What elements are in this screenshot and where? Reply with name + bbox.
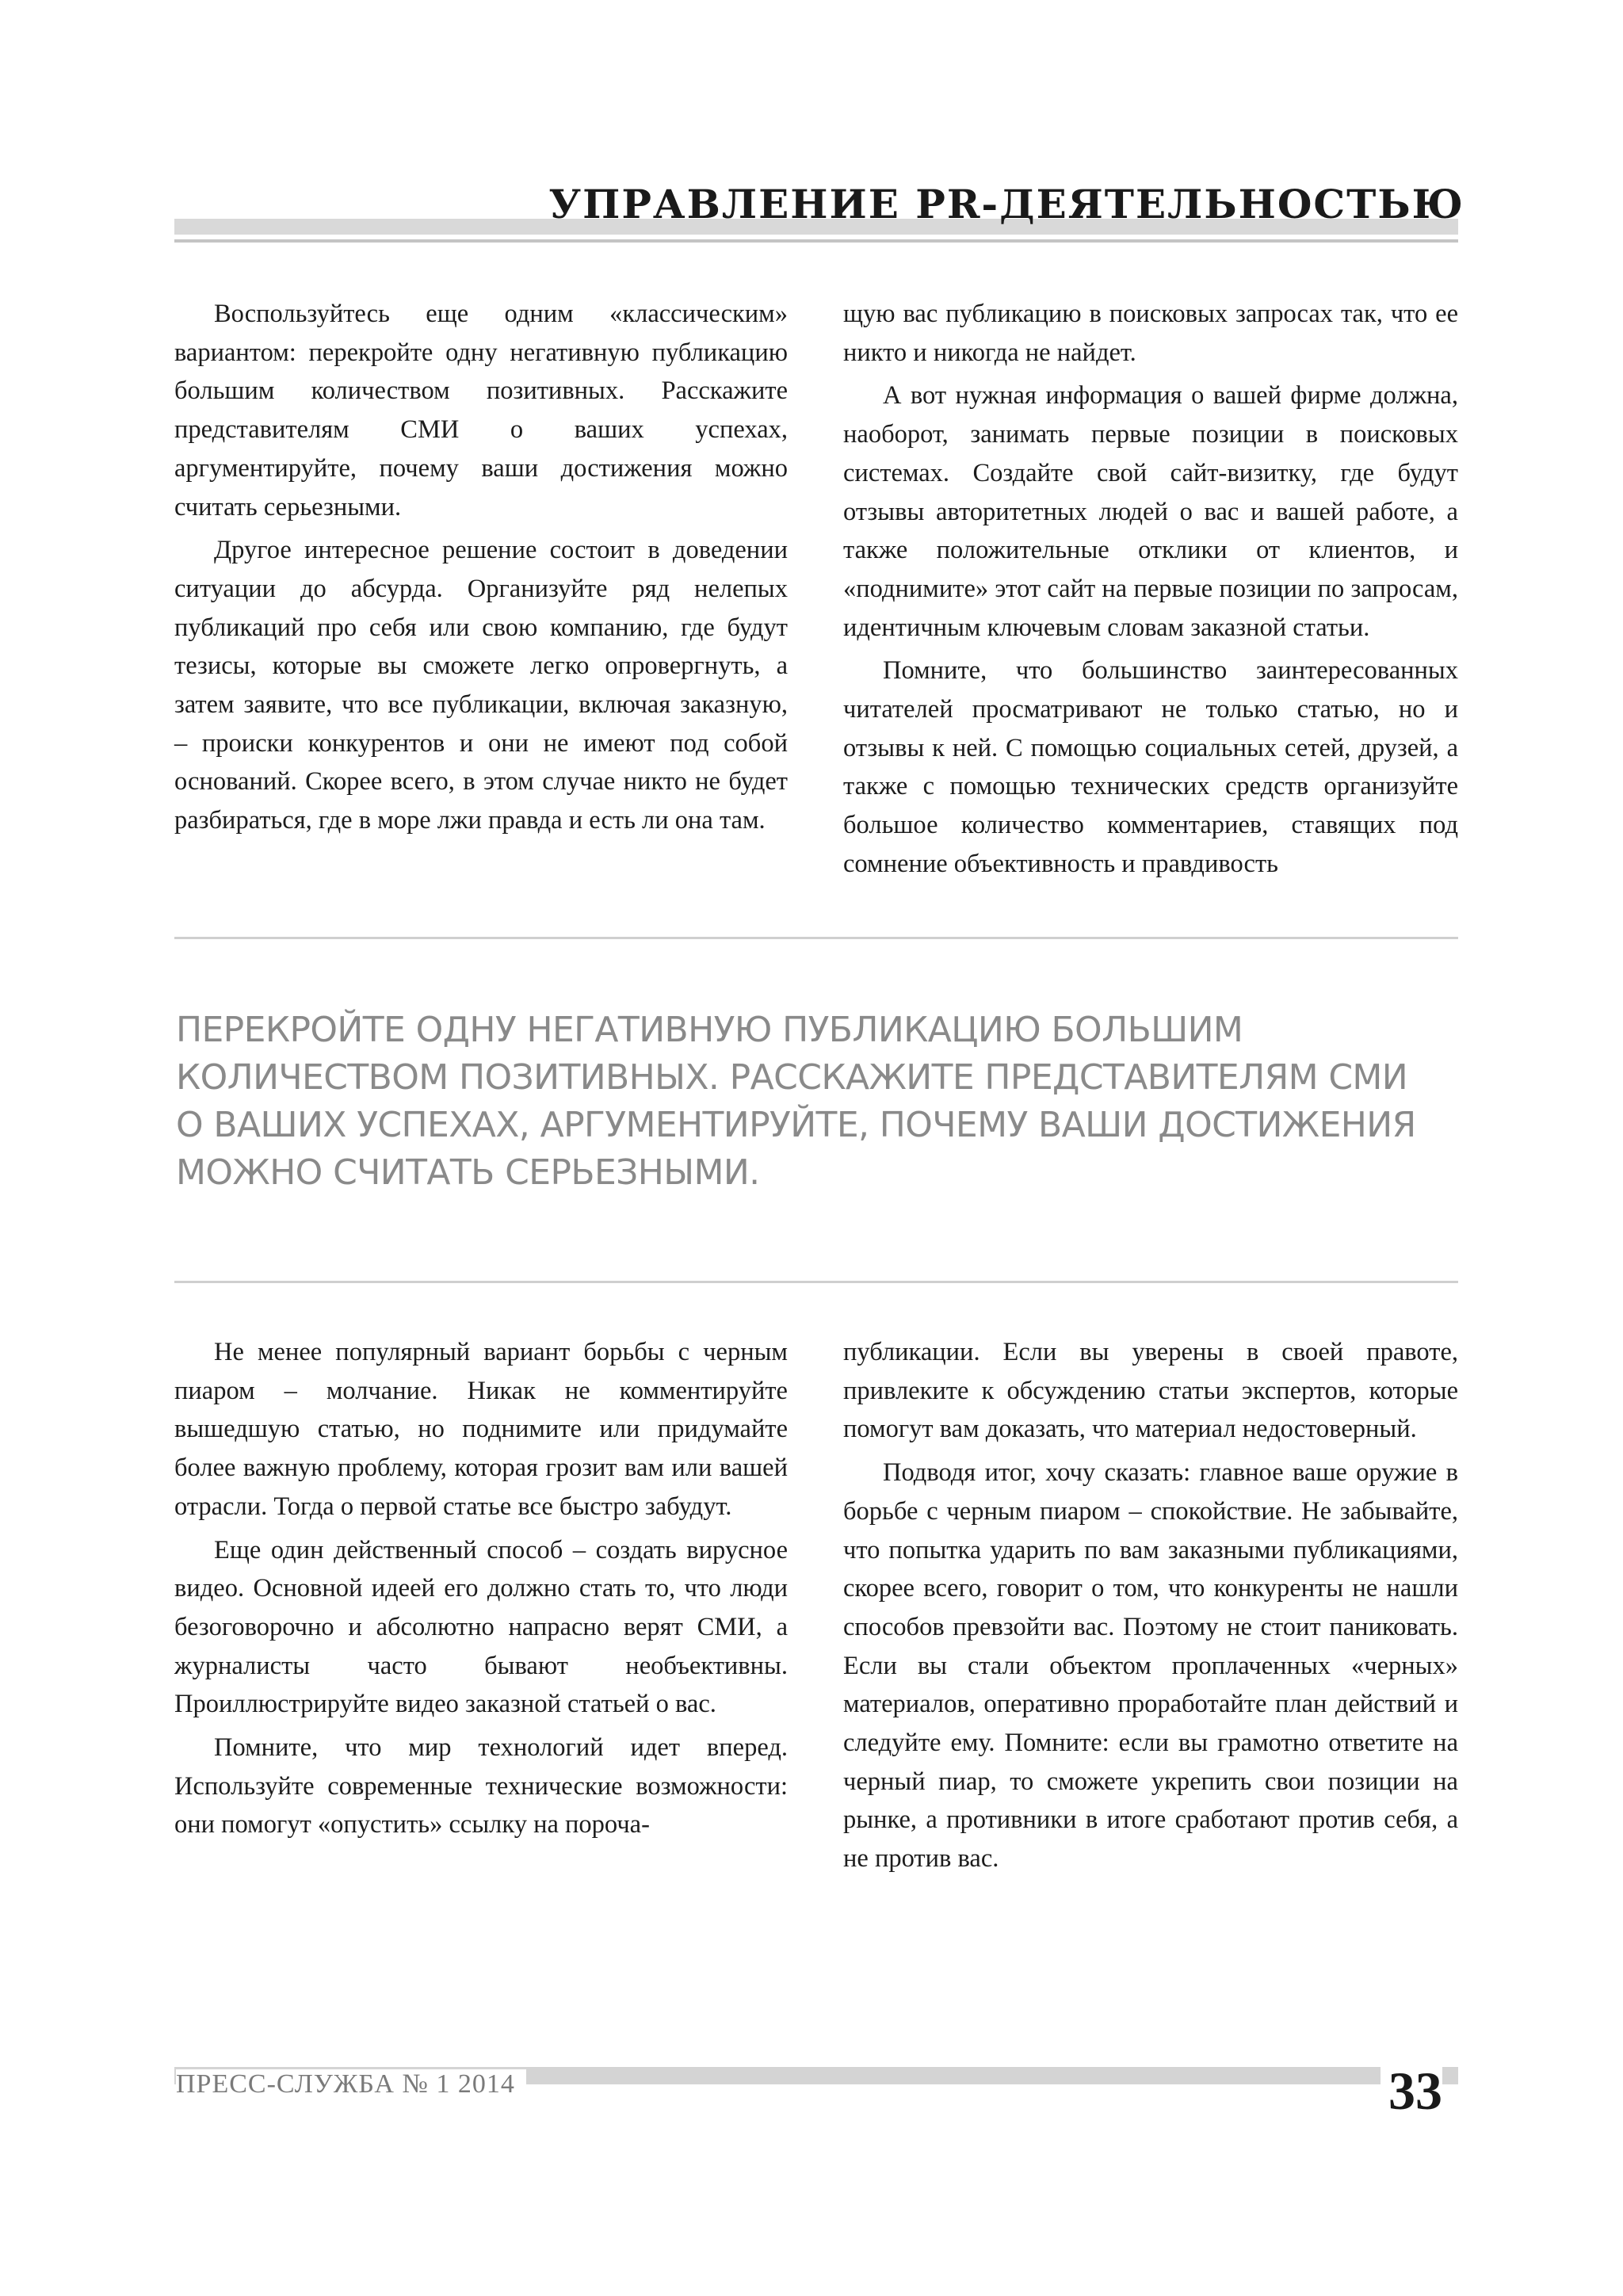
paragraph: Воспользуйтесь еще одним «классическим» вариантом: перекройте одну негативную публикацию большим количеством позитивных. Расскажите представителям СМИ о ваших успехах, аргументируйте, почему ваши достижения можно считать серьезными. <box>174 300 788 521</box>
paragraph: Не менее популярный вариант борьбы с черным пиаром – молчание. Никак не комментируйте вышедшую статью, но поднимите или придумайте более важную проблему, которая грозит вам или вашей отрасли. Тогда о первой статье все быстро забудут. <box>174 1338 788 1521</box>
paragraph: А вот нужная информация о вашей фирме должна, наоборот, занимать первые позиции в поисковых системах. Создайте свой сайт-визитку, где будут отзывы авторитетных людей о вас и вашей работе, а также положительные отклики от клиентов, и «поднимите» этот сайт на первые позиции по запросам, идентичным ключевым словам заказной статьи. <box>843 381 1458 642</box>
top-left-column <box>174 295 788 840</box>
divider-top <box>174 937 1458 939</box>
paragraph: Помните, что большинство заинтересованных читателей просматривают не только статью, но и отзывы к ней. С помощью социальных сетей, друзей, а также с помощью технических средств организуйте большое количество комментариев, ставящих под сомнение объективность и правдивость <box>843 656 1458 878</box>
paragraph: Другое интересное решение состоит в доведении ситуации до абсурда. Организуйте ряд нелепых публикаций про себя или свою компанию, где будут тезисы, которые вы сможете легко опровергнуть, а затем заявите, что все публикации, включая заказную, – происки конкурентов и они не имеют под собой оснований. Скорее всего, в этом случае никто не будет разбираться, где в море лжи правда и есть ли она там. <box>174 536 788 835</box>
pull-quote: ПЕРЕКРОЙТЕ ОДНУ НЕГАТИВНУЮ ПУБЛИКАЦИЮ БОЛЬШИМ КОЛИЧЕСТВОМ ПОЗИТИВНЫХ. РАССКАЖИТЕ ПРЕДСТАВИТЕЛЯМ СМИ О ВАШИХ УСПЕХАХ, АРГУМЕНТИРУЙТЕ, ПОЧЕМУ ВАШИ ДОСТИЖЕНИЯ МОЖНО СЧИТАТЬ СЕРЬЕЗНЫМИ. <box>176 1010 1416 1193</box>
paragraph: Помните, что мир технологий идет вперед. Используйте современные технические возможности: они помогут «опустить» ссылку на пороча- <box>174 1733 788 1839</box>
bottom-left-column <box>174 1333 788 1844</box>
paragraph-continuation: щую вас публикацию в поисковых запросах так, что ее никто и никогда не найдет. <box>843 300 1458 367</box>
footer-magazine-label: ПРЕСС-СЛУЖБА № 1 2014 <box>176 2069 526 2099</box>
page-number: 33 <box>1381 2059 1442 2122</box>
section-title: УПРАВЛЕНИЕ PR-ДЕЯТЕЛЬНОСТЬЮ <box>548 181 1465 227</box>
divider-bottom <box>174 1281 1458 1283</box>
top-right-column <box>843 295 1458 884</box>
paragraph-continuation: публикации. Если вы уверены в своей правоте, привлеките к обсуждению статьи экспертов, которые помогут вам доказать, что материал недостоверный. <box>843 1338 1458 1444</box>
paragraph: Еще один действенный способ – создать вирусное видео. Основной идеей его должно стать то, что люди безоговорочно и абсолютно напрасно верят СМИ, а журналисты часто бывают необъективны. Проиллюстрируйте видео заказной статьей о вас. <box>174 1535 788 1719</box>
bottom-right-column <box>843 1333 1458 1878</box>
header-bar-underline <box>174 239 1458 243</box>
paragraph: Подводя итог, хочу сказать: главное ваше оружие в борьбе с черным пиаром – спокойствие. Не забывайте, что попытка ударить по вам заказными публикациями, скорее всего, говорит о том, что конкуренты не нашли способов превзойти вас. Поэтому не стоит паниковать. Если вы стали объектом проплаченных «черных» материалов, оперативно проработайте план действий и следуйте ему. Помните: если вы грамотно ответите на черный пиар, то сможете укрепить свои позиции на рынке, а противники в итоге сработают против себя, а не против вас. <box>843 1458 1458 1874</box>
